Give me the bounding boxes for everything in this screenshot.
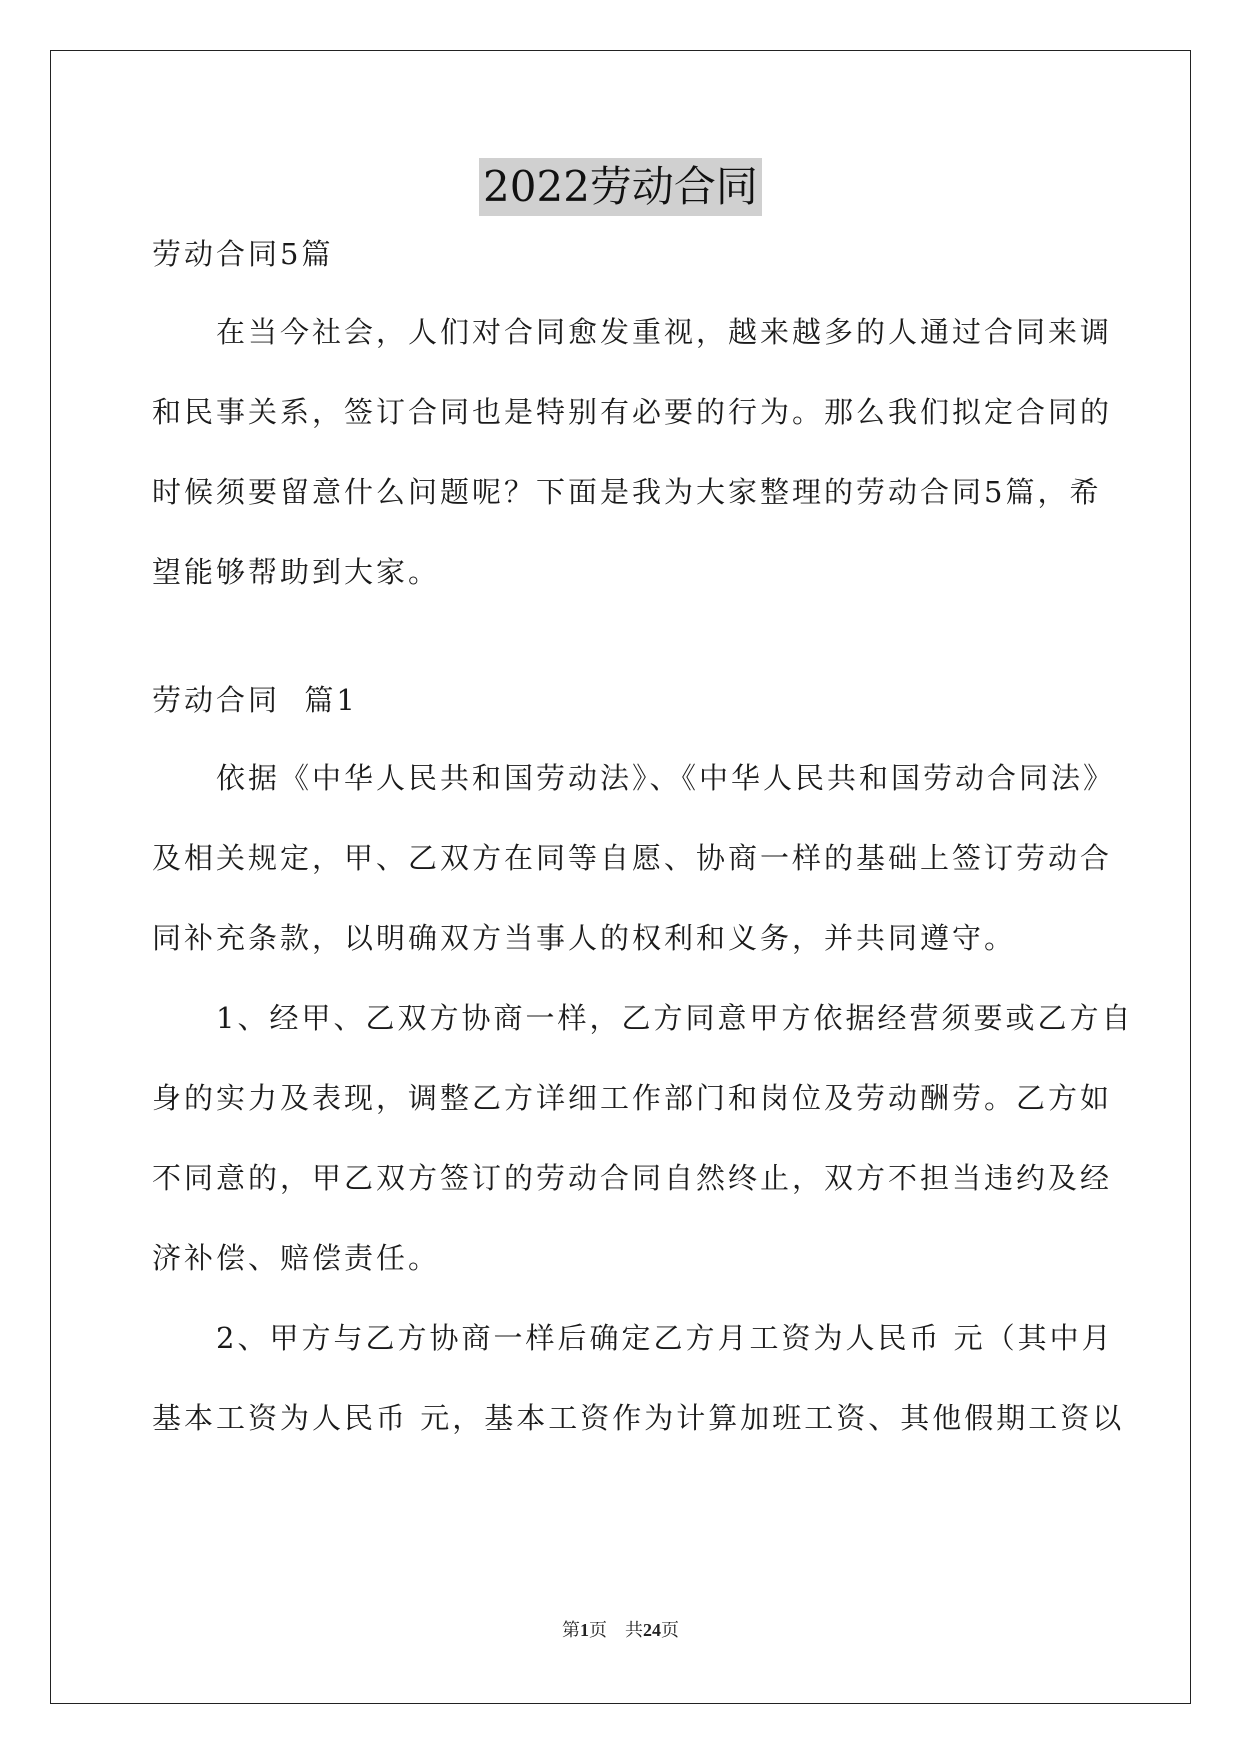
total-suffix: 页 [661,1620,679,1640]
document-subtitle: 劳动合同5篇 [152,237,334,271]
section-line: 不同意的，甲乙双方签订的劳动合同自然终止，双方不担当违约及经 [152,1161,1113,1195]
intro-line: 时候须要留意什么问题呢？下面是我为大家整理的劳动合同5篇，希 [152,475,1102,509]
intro-line: 和民事关系，签订合同也是特别有必要的行为。那么我们拟定合同的 [152,395,1113,429]
page-number: 1 [580,1620,589,1640]
section-line: 依据《中华人民共和国劳动法》、《中华人民共和国劳动合同法》 [152,761,1116,795]
title-container [0,158,1241,216]
section-line: 1、经甲、乙双方协商一样，乙方同意甲方依据经营须要或乙方自 [152,1001,1134,1035]
section-line: 及相关规定，甲、乙双方在同等自愿、协商一样的基础上签订劳动合 [152,841,1113,875]
intro-line: 望能够帮助到大家。 [152,555,441,589]
page-footer [0,1616,1241,1642]
section-heading: 劳动合同 篇1 [152,683,358,717]
section-line: 同补充条款，以明确双方当事人的权利和义务，并共同遵守。 [152,921,1017,955]
intro-paragraph [152,292,1113,612]
section-line: 2、甲方与乙方协商一样后确定乙方月工资为人民币 元（其中月 [152,1321,1114,1355]
section-line: 身的实力及表现，调整乙方详细工作部门和岗位及劳动酬劳。乙方如 [152,1081,1113,1115]
intro-line: 在当今社会，人们对合同愈发重视，越来越多的人通过合同来调 [152,315,1113,349]
section-line: 基本工资为人民币 元，基本工资作为计算加班工资、其他假期工资以 [152,1401,1125,1435]
page-prefix: 第 [562,1620,580,1640]
section-line: 济补偿、赔偿责任。 [152,1241,441,1275]
page-suffix: 页 [589,1620,607,1640]
section-body [152,738,1134,1458]
total-pages: 24 [643,1620,661,1640]
total-prefix: 共 [625,1620,643,1640]
document-title: 2022劳动合同 [479,158,762,216]
